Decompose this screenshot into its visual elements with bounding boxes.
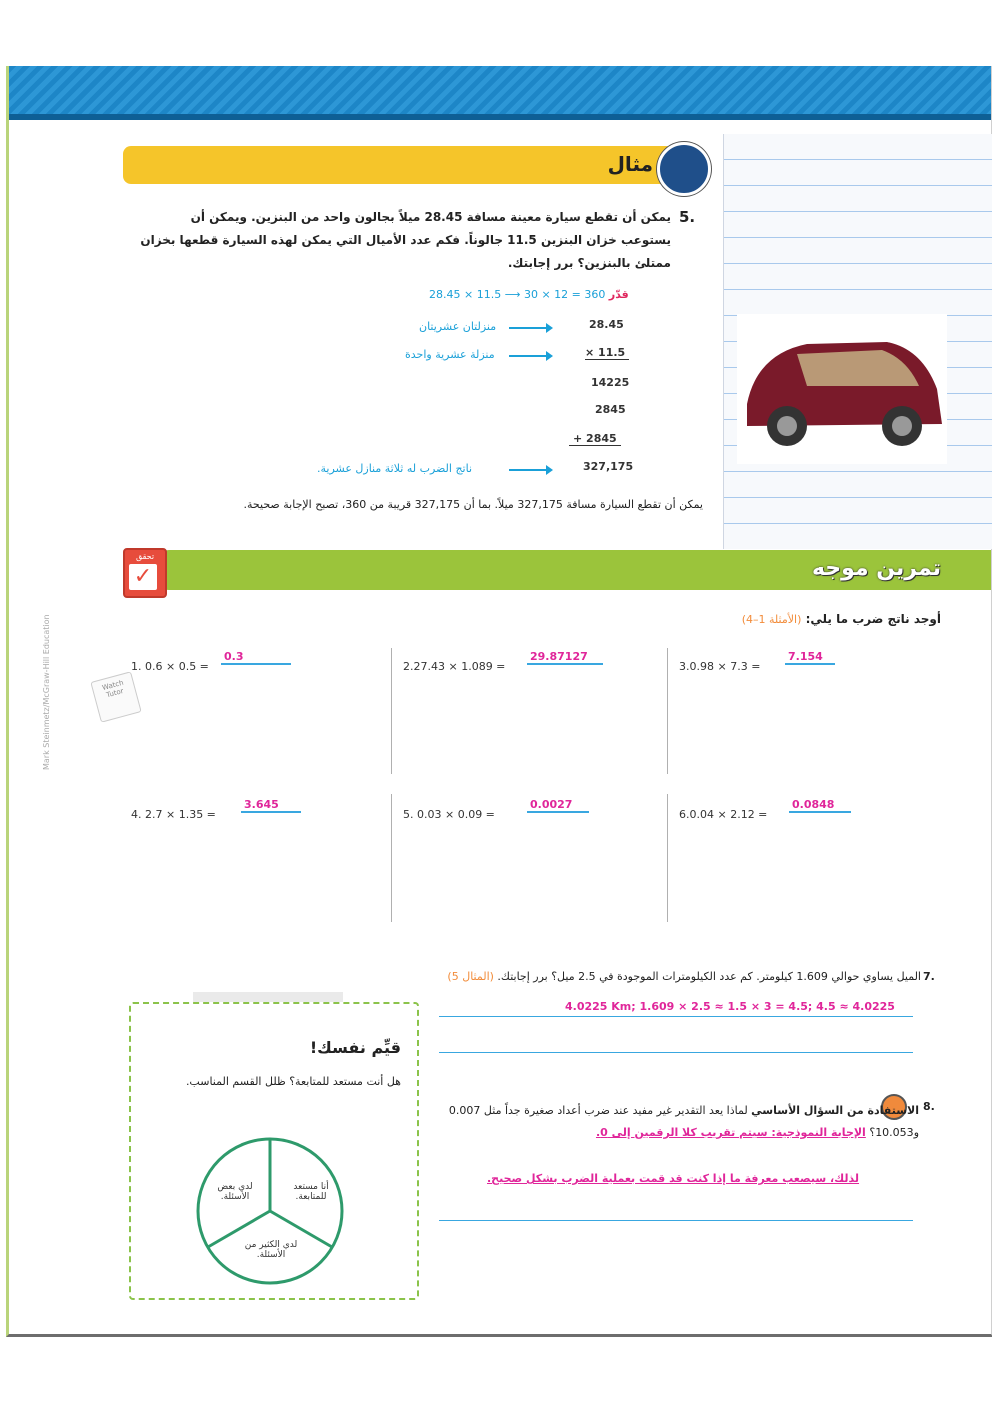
q8-number: 8. [923, 1100, 935, 1113]
guided-practice-title: تمرين موجه [811, 556, 941, 581]
example-number: 5. [679, 208, 696, 226]
answer-line [439, 1220, 913, 1221]
checkmark-icon: ✓ [129, 564, 157, 590]
check-icon [123, 548, 167, 598]
note-three-decimals: ناتج الضرب له ثلاثة منازل عشرية. [317, 462, 473, 475]
self-check-text: هل أنت مستعد للمتابعة؟ ظلل القسم المناسب. [185, 1075, 401, 1088]
column-divider [667, 794, 668, 922]
answer-line [439, 1016, 913, 1017]
problem-5: 5. 0.03 × 0.09 = [403, 808, 495, 821]
calc-line: × 11.5 [585, 346, 629, 360]
calc-line: + 2845 [569, 432, 621, 446]
pie-segment-ready[interactable]: أنا مستعد للمتابعة. [293, 1182, 329, 1202]
instruction-ref: (الأمثلة 1–4) [741, 613, 802, 626]
instruction-text: أوجد ناتج ضرب ما يلي: [805, 612, 941, 626]
photo-credit: Mark Steinmetz/McGraw-Hill Education [42, 614, 51, 770]
example-question: يمكن أن تقطع سيارة معينة مسافة 28.45 ميلاً بجالون واحد من البنزين. ويمكن أن يستوعب خزان البنزين 11.5 جالوناً. فكم عدد الأميال التي يمكن لهذه السيارة قطعها بخزان ممتلئ بالبنزين؟ برر إجابتك. [140, 210, 671, 270]
problem-4: 4. 2.7 × 1.35 = [131, 808, 216, 821]
q8-text: لماذا يعد التقدير غير مفيد عند ضرب أعداد صغيرة جداً مثل 0.007 و10.053؟ [448, 1104, 919, 1139]
q8-answer-1[interactable]: الإجابة النموذجية: سيتم تقريب كلا الرقمين إلى 0. [595, 1126, 866, 1139]
example-conclusion: يمكن أن تقطع السيارة مسافة 327,175 ميلاً. بما أن 327,175 قريبة من 360، تصبح الإجابة صحيحة. [243, 498, 703, 511]
pie-segment-some-questions[interactable]: لدي بعض الأسئلة. [217, 1182, 253, 1202]
problem-6: 6.0.04 × 2.12 = [679, 808, 768, 821]
answer-1[interactable]: 0.3 [221, 650, 291, 665]
q7-ref: (المثال 5) [447, 970, 494, 983]
note-one-decimal: منزلة عشرية واحدة [405, 348, 495, 361]
estimate-label: قدّر [608, 288, 629, 301]
answer-line [439, 1052, 913, 1053]
answer-2[interactable]: 29.87127 [527, 650, 603, 665]
workbook-page [6, 66, 992, 1337]
check-label: تحقق [135, 552, 155, 561]
tutor-note-icon[interactable] [90, 671, 141, 722]
q8-question [439, 1100, 919, 1144]
calc-line: 2845 [595, 403, 626, 416]
q7-number: 7. [923, 970, 935, 983]
estimate [429, 288, 669, 301]
calc-line: 28.45 [589, 318, 624, 331]
arrow-icon [509, 469, 549, 471]
self-check-box [129, 1002, 419, 1300]
q7-answer[interactable]: 4.0225 Km; 1.609 × 2.5 ≈ 1.5 × 3 = 4.5; 4.5 ≈ 4.0225 [565, 1000, 895, 1013]
arrow-icon [509, 327, 549, 329]
q8-answer-2[interactable]: لذلك، سيصعب معرفة ما إذا كنت قد قمت بعملية الضرب بشكل صحيح. [487, 1172, 860, 1185]
problem-3: 3.0.98 × 7.3 = [679, 660, 761, 673]
arrow-icon [509, 355, 549, 357]
problem-1: 1. 0.6 × 0.5 = [131, 660, 209, 673]
self-check-title: قيِّم نفسك! [309, 1038, 401, 1057]
column-divider [667, 648, 668, 774]
q8-head: الاستفادة من السؤال الأساسي [751, 1104, 919, 1117]
calc-line: 14225 [591, 376, 630, 389]
pie-segment-many-questions[interactable]: لدي الكثير من الأسئلة. [244, 1240, 298, 1260]
problem-2: 2.27.43 × 1.089 = [403, 660, 506, 673]
guided-practice-header [159, 550, 991, 590]
column-divider [391, 648, 392, 774]
example-title: مثال [607, 152, 653, 176]
header-band [9, 66, 991, 120]
calc-result: 327,175 [583, 460, 634, 473]
answer-6[interactable]: 0.0848 [789, 798, 851, 813]
example-header [123, 146, 693, 184]
estimate-value: 28.45 × 11.5 ⟶ 30 × 12 = 360 [429, 288, 606, 301]
instruction [742, 612, 941, 626]
column-divider [391, 794, 392, 922]
q7-text: الميل يساوي حوالي 1.609 كيلومتر. كم عدد الكيلومترات الموجودة في 2.5 ميل؟ برر إجابتك. [497, 970, 921, 983]
tutor-note-label: Watch Tutor [101, 678, 125, 700]
note-two-decimals: منزلتان عشريتان [419, 320, 497, 333]
globe-icon [657, 142, 711, 196]
answer-4[interactable]: 3.645 [241, 798, 301, 813]
q7-question [429, 970, 921, 983]
answer-5[interactable]: 0.0027 [527, 798, 589, 813]
self-check-pie[interactable] [195, 1136, 345, 1286]
car-photo [737, 314, 947, 464]
answer-3[interactable]: 7.154 [785, 650, 835, 665]
